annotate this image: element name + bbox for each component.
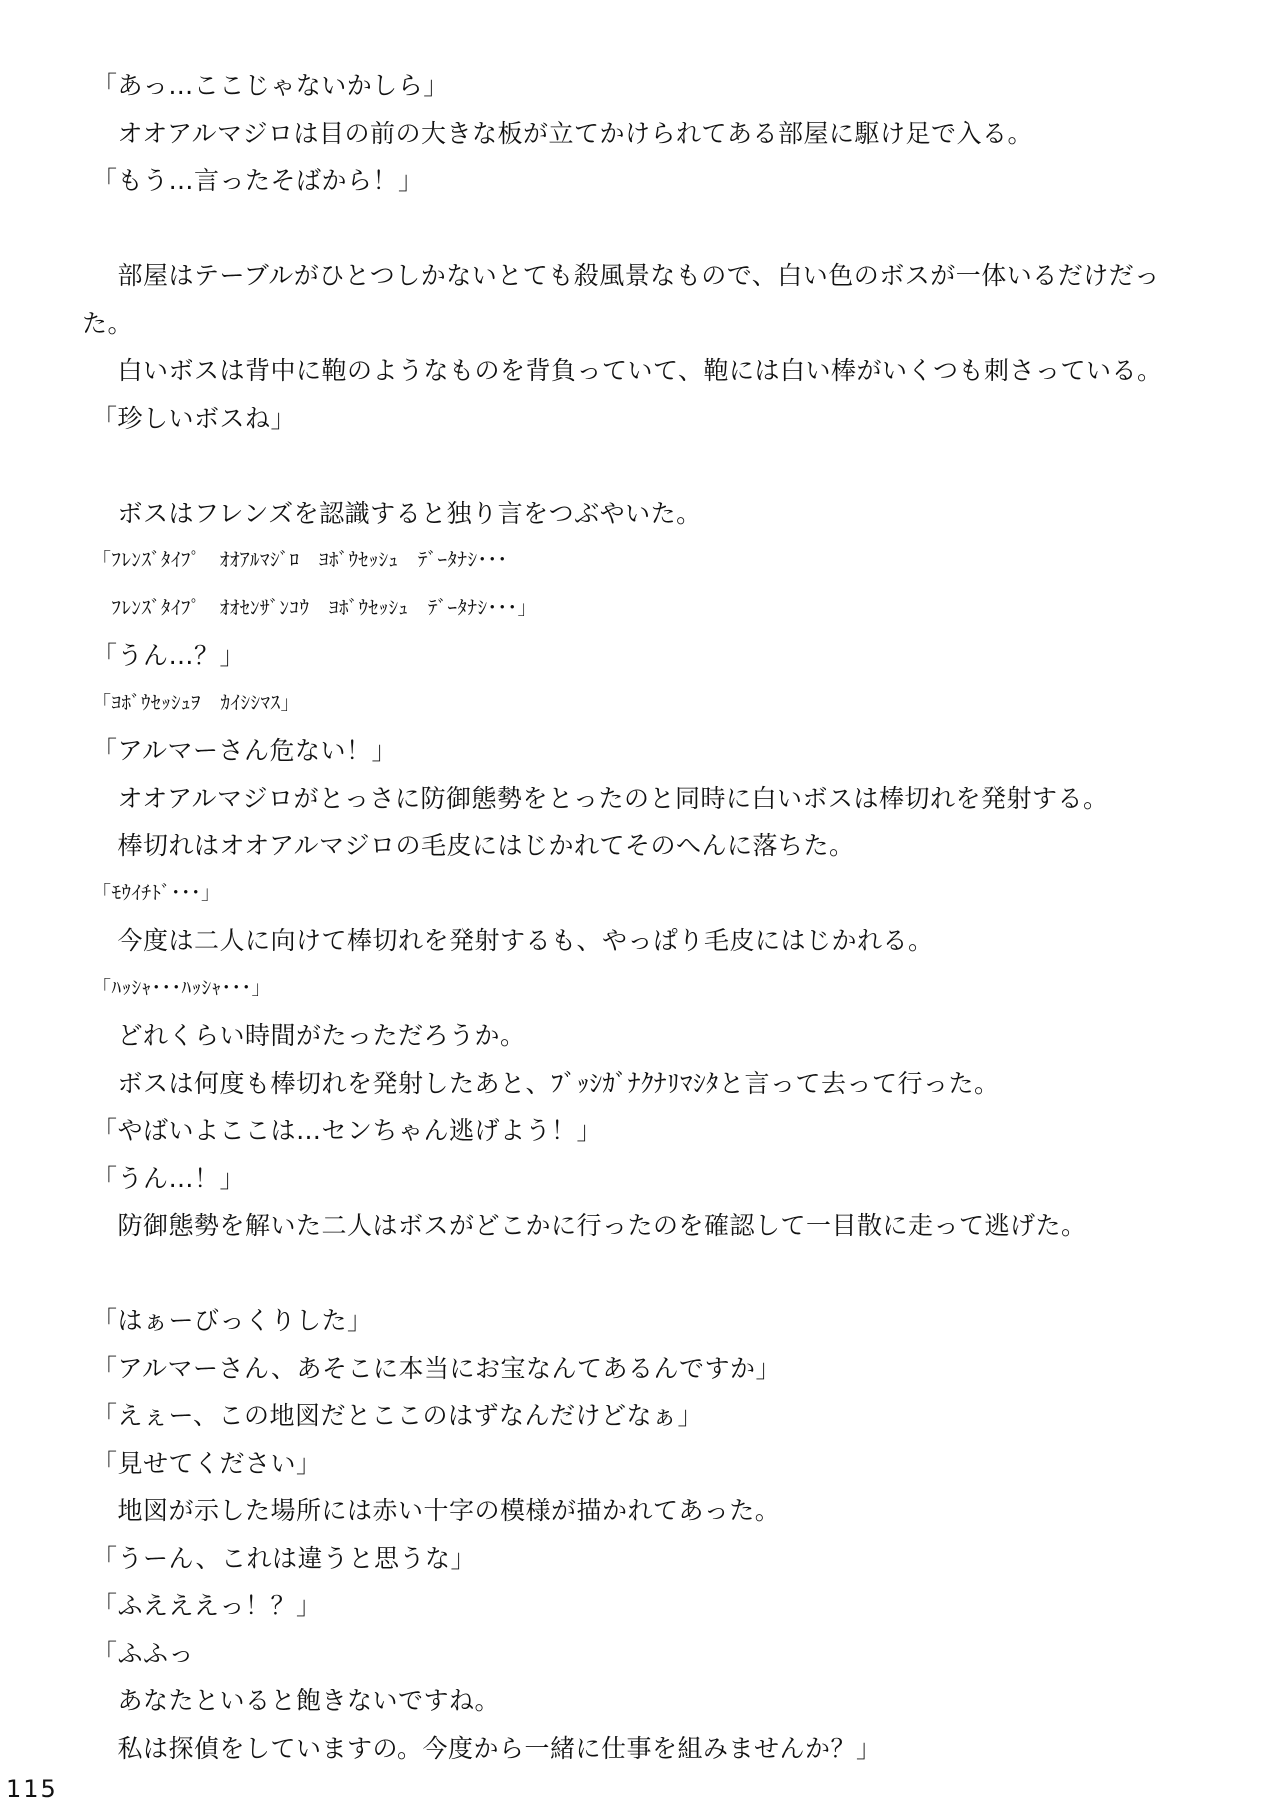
text-line: あなたといると飽きないですね。 xyxy=(92,1686,501,1715)
text-line: 「ふえええっ！？」 xyxy=(92,1591,322,1620)
text-line: 「うん…？」 xyxy=(92,641,246,670)
page-number: 115 xyxy=(6,1775,58,1803)
text-line: 「ふふっ xyxy=(92,1638,195,1668)
text-line: 「見せてください」 xyxy=(92,1448,322,1478)
text-line: 部屋はテーブルがひとつしかないとても殺風景なもので、白い色のボスが一体いるだけだっ xyxy=(92,261,1160,290)
text-line: オオアルマジロは目の前の大きな板が立てかけられてある部屋に駆け足で入る。 xyxy=(92,118,1034,148)
text-line: 「ﾓｳｲﾁﾄﾞ･･･」 xyxy=(92,881,221,904)
text-line: 「アルマーさん、あそこに本当にお宝なんてあるんですか」 xyxy=(92,1353,782,1383)
text-line: 「もう…言ったそばから！」 xyxy=(92,166,424,195)
text-line: 「うーん、これは違うと思うな」 xyxy=(92,1543,477,1573)
text-line: 「アルマーさん危ない！」 xyxy=(92,736,398,765)
text-line: 「ﾊｯｼｬ･･･ﾊｯｼｬ･･･」 xyxy=(92,976,272,999)
text-line: 「珍しいボスね」 xyxy=(92,403,297,433)
text-line: 「うん…！」 xyxy=(92,1163,246,1193)
text-line: ボスはフレンズを認識すると独り言をつぶやいた。 xyxy=(92,498,702,528)
text-line: 「ﾌﾚﾝｽﾞﾀｲﾌﾟ ｵｵｱﾙﾏｼﾞﾛ ﾖﾎﾞｳｾｯｼｭ ﾃﾞｰﾀﾅｼ･･･ xyxy=(92,549,508,571)
text-line: 防御態勢を解いた二人はボスがどこかに行ったのを確認して一目散に走って逃げた。 xyxy=(92,1211,1087,1240)
text-line: 私は探偵をしていますの。今度から一緒に仕事を組みませんか？」 xyxy=(92,1733,882,1763)
text-line: どれくらい時間がたっただろうか。 xyxy=(92,1021,526,1050)
body-text xyxy=(82,62,1212,1772)
text-line: 「あっ…ここじゃないかしら」 xyxy=(92,71,449,100)
text-line: 「えぇー、この地図だとここのはずなんだけどなぁ」 xyxy=(92,1401,704,1430)
text-line: ﾌﾚﾝｽﾞﾀｲﾌﾟ ｵｵｾﾝｻﾞﾝｺｳ ﾖﾎﾞｳｾｯｼｭ ﾃﾞｰﾀﾅｼ･･･」 xyxy=(92,596,538,619)
text-line: 「やばいよここは…センちゃん逃げよう！」 xyxy=(92,1116,603,1145)
text-line: た。 xyxy=(82,308,134,338)
blank-line xyxy=(92,442,1212,490)
text-line: 地図が示した場所には赤い十字の模様が描かれてあった。 xyxy=(92,1496,781,1525)
text-line: 「はぁーびっくりした」 xyxy=(92,1306,373,1335)
text-line: オオアルマジロがとっさに防御態勢をとったのと同時に白いボスは棒切れを発射する。 xyxy=(92,783,1109,813)
text-line: ボスは何度も棒切れを発射したあと、ﾌﾞｯｼｶﾞﾅｸﾅﾘﾏｼﾀと言って去って行った。 xyxy=(92,1068,1000,1098)
text-line: 棒切れはオオアルマジロの毛皮にはじかれてそのへんに落ちた。 xyxy=(92,831,855,860)
text-line: 「ﾖﾎﾞｳｾｯｼｭｦ ｶｲｼｼﾏｽ」 xyxy=(92,691,301,714)
blank-line xyxy=(92,1250,1212,1298)
blank-line xyxy=(92,205,1212,253)
text-line: 今度は二人に向けて棒切れを発射するも、やっぱり毛皮にはじかれる。 xyxy=(92,926,934,955)
text-line: 白いボスは背中に鞄のようなものを背負っていて、鞄には白い棒がいくつも刺さっている。 xyxy=(92,356,1163,385)
